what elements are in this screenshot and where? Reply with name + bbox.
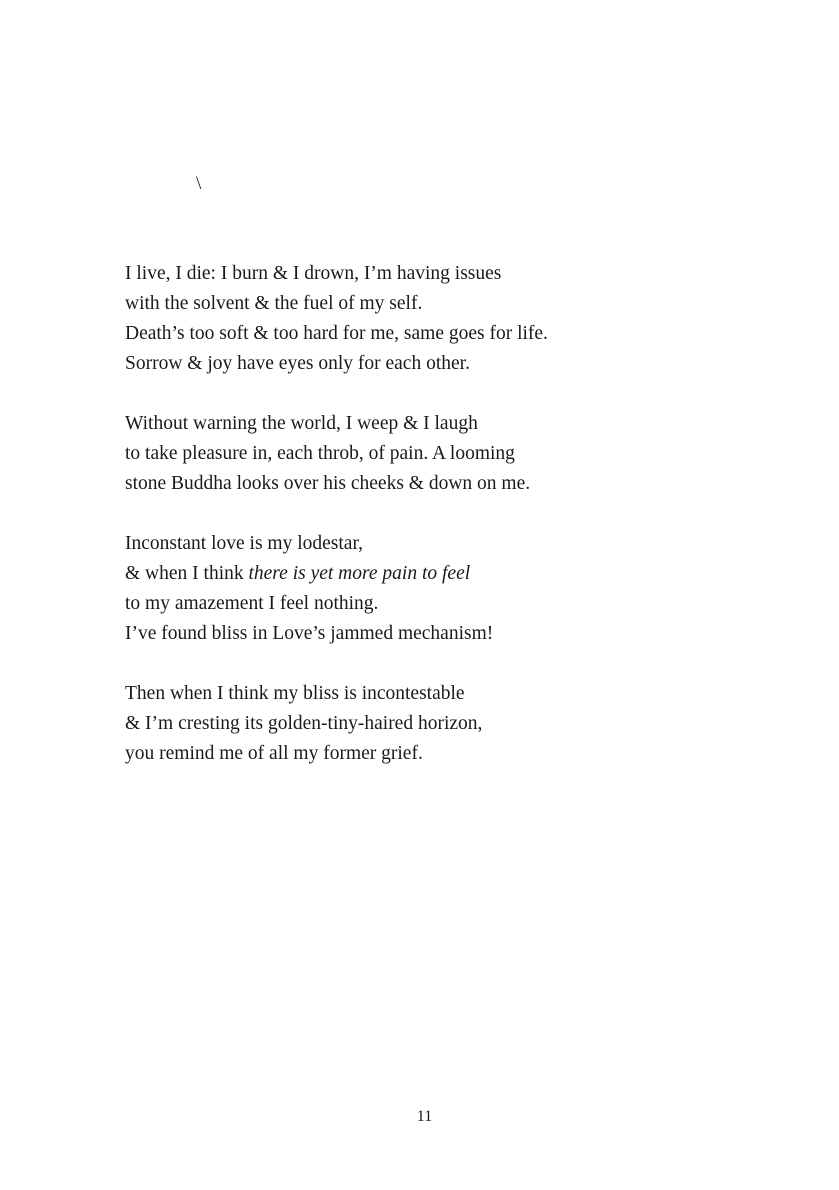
poem-line: to take pleasure in, each throb, of pain. A looming — [125, 443, 515, 464]
poem-line: Sorrow & joy have eyes only for each other. — [125, 353, 470, 374]
stanza-2 — [125, 409, 805, 499]
poem-line: Inconstant love is my lodestar, — [125, 533, 364, 554]
italic-phrase: there is yet more pain to feel — [248, 563, 471, 584]
poem-line: you remind me of all my former grief. — [125, 743, 423, 764]
poem-line: Without warning the world, I weep & I laugh — [125, 413, 478, 434]
poem-line: I’ve found bliss in Love’s jammed mechanism! — [125, 623, 494, 644]
section-mark: \ — [196, 173, 202, 194]
poem-line: with the solvent & the fuel of my self. — [125, 293, 423, 314]
page-number: 11 — [416, 1108, 433, 1125]
poem-line: I live, I die: I burn & I drown, I’m having issues — [125, 263, 502, 284]
poem-line: Death’s too soft & too hard for me, same goes for life. — [125, 323, 548, 344]
poem-line-with-italic — [125, 559, 805, 589]
poem-line: stone Buddha looks over his cheeks & down on me. — [125, 473, 531, 494]
poem-line: Then when I think my bliss is incontestable — [125, 683, 465, 704]
stanza-3 — [125, 529, 805, 649]
poem-line: to my amazement I feel nothing. — [125, 593, 379, 614]
stanza-4 — [125, 679, 805, 769]
poem-line: & I’m cresting its golden-tiny-haired horizon, — [125, 713, 483, 734]
poem — [125, 259, 805, 799]
stanza-1 — [125, 259, 805, 379]
line-prefix: & when I think — [125, 563, 249, 584]
